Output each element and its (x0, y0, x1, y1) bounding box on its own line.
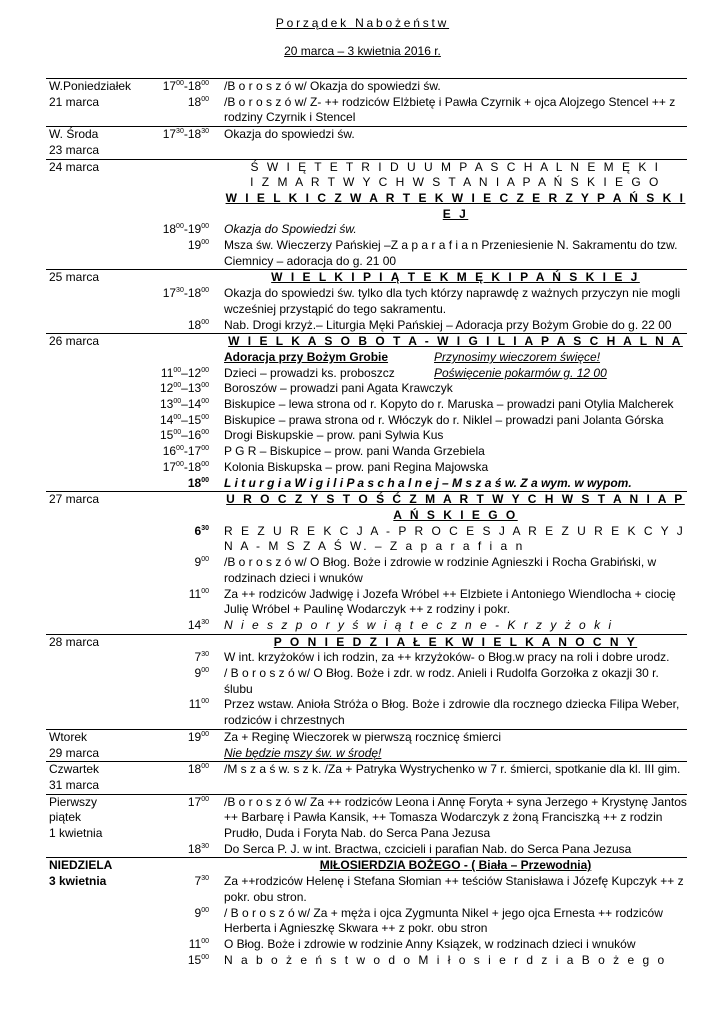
row-text: W int. krzyżoków i ich rodzin, za ++ krzyżoków- o Błog.w pracy na roli i dobre urodz. (224, 650, 670, 665)
row-day: 24 marca (46, 159, 141, 175)
row-day: 31 marca (49, 777, 100, 792)
row-time: $6^{30}$ (194, 523, 209, 538)
schedule-row (46, 366, 687, 382)
row-day: 29 marca (49, 745, 100, 760)
schedule-row (46, 746, 687, 762)
row-day: W. Środa (46, 127, 141, 143)
row-time: $9^{00}$ (194, 555, 209, 570)
row-text: Prudło, Duda i Foryta Nab. do Serca Pana Jezusa (224, 826, 491, 841)
schedule-row (46, 222, 687, 238)
row-text: Drogi Biskupskie – prow. pani Sylwia Kus (224, 428, 444, 443)
schedule-row (46, 618, 687, 634)
row-text-right: Poświęcenie pokarmów g. 12 00 (434, 365, 607, 380)
row-time: $9^{00}$ (194, 666, 209, 681)
row-time: $16^{00}-17^{00}$ (162, 444, 209, 459)
schedule-table (46, 78, 687, 968)
row-time: $18^{00}$ (187, 475, 209, 490)
schedule-row (46, 492, 687, 524)
row-text: Nab. Drogi krzyż.– Liturgia Męki Pańskiej – Adoracja przy Bożym Grobie do g. 22 00 (224, 317, 672, 332)
row-time (141, 492, 221, 524)
schedule-row (46, 778, 687, 794)
schedule-row (46, 95, 687, 127)
row-text: Przez wstaw. Anioła Stróża o Błog. Boże i zdrowie dla rocznego dziecka Filipa Weber, rodziców i chrzestnych (224, 697, 680, 728)
row-day: Czwartek (46, 762, 141, 778)
row-text: R E Z U R E K C J A - P R O C E S J A R E Z U R E K C Y J N A - M S Z A Ś W. – Z a p a r a f i a n (224, 523, 686, 554)
schedule-row (46, 175, 687, 191)
schedule-row (46, 334, 687, 350)
schedule-row (46, 953, 687, 969)
row-text-right: Przynosimy wieczorem święce! (434, 349, 601, 364)
row-text: W I E L K I C Z W A R T E K W I E C Z E R Z Y P A Ń S K I E J (225, 190, 686, 221)
row-time: $17^{30}-18^{30}$ (141, 127, 221, 143)
row-text (221, 143, 687, 159)
row-text: N i e s z p o r y ś w i ą t e c z n e - K r z y ż o k i (224, 617, 614, 632)
row-day: Wtorek (46, 729, 141, 745)
row-text: /M s z a ś w. s z k. /Za + Patryka Wystrychenko w 7 r. śmierci, spotkanie dla kl. III gim. (221, 762, 687, 778)
row-time: $11^{00}$ (188, 936, 209, 951)
row-time: $17^{30}-18^{00}$ (162, 286, 209, 301)
row-day (46, 238, 141, 270)
row-text (221, 350, 687, 366)
row-text: I Z M A R T W Y C H W S T A N I A P A Ń S K I E G O (250, 175, 661, 190)
row-time (141, 810, 221, 826)
row-text: U R O C Z Y S T O Ś Ć Z M A R T W Y C H W S T A N I A P A Ń S K I E G O (221, 492, 687, 524)
row-text: Za ++rodziców Helenę i Stefana Słomian ++ teściów Stanisława i Józefę Kupczyk ++ z pokr. obu stron. (224, 874, 684, 904)
page-title: Porządek Nabożeństw (275, 16, 450, 30)
row-time (141, 350, 221, 366)
schedule-body (46, 79, 687, 969)
schedule-row (46, 413, 687, 429)
row-text: O Błog. Boże i zdrowie w rodzinie Anny Ksiązek, w rodzinach dzieci i wnuków (224, 936, 636, 951)
row-day: 1 kwietnia (49, 826, 103, 841)
row-day (46, 524, 141, 555)
row-time (141, 634, 221, 650)
row-time (141, 826, 221, 842)
row-day (46, 587, 141, 618)
schedule-row (46, 397, 687, 413)
row-text: Do Serca P. J. w int. Bractwa, czcicieli i parafian Nab. do Serca Pana Jezusa (224, 841, 632, 856)
schedule-row (46, 286, 687, 317)
schedule-row (46, 238, 687, 270)
schedule-row (46, 874, 687, 905)
row-time (141, 191, 221, 222)
row-day: 28 marca (46, 634, 141, 650)
row-day (46, 222, 141, 238)
row-time: $19^{00}$ (187, 238, 209, 253)
row-day: 25 marca (46, 270, 141, 286)
row-time: $14^{00}-15^{00}$ (160, 412, 209, 427)
row-time: $18^{00}-19^{00}$ (162, 222, 209, 237)
schedule-row (46, 381, 687, 397)
schedule-row (46, 587, 687, 618)
row-day (46, 350, 141, 366)
row-text: Okazja do spowiedzi św. (221, 127, 687, 143)
schedule-row (46, 858, 687, 874)
row-time: $9^{00}$ (194, 905, 209, 920)
row-time (141, 143, 221, 159)
schedule-row (46, 697, 687, 729)
row-day (46, 428, 141, 444)
schedule-row (46, 937, 687, 953)
schedule-row (46, 318, 687, 334)
schedule-row (46, 350, 687, 366)
schedule-row (46, 666, 687, 697)
row-time: $17^{00}-18^{00}$ (141, 79, 221, 95)
row-time (141, 175, 221, 191)
schedule-row (46, 444, 687, 460)
row-day (46, 286, 141, 317)
row-time: $15^{00}$ (187, 952, 209, 967)
row-time (141, 159, 221, 175)
row-time: $19^{00}$ (141, 729, 221, 745)
row-day (46, 618, 141, 634)
row-text: /B o r o s z ó w/ Z- ++ rodziców Elżbietę i Pawła Czyrnik + ojca Alojzego Stencel ++ z rodziny Czyrnik i Stencel (224, 94, 676, 125)
row-text: /B o r o s z ó w/ Za ++ rodziców Leona i Annę Foryta + syna Jerzego + Krystynę Jantos (221, 794, 687, 810)
row-day (46, 460, 141, 476)
row-time: $17^{00}$ (141, 794, 221, 810)
row-text: Kolonia Biskupska – prow. pani Regina Majowska (224, 459, 489, 474)
row-day (46, 381, 141, 397)
schedule-row (46, 906, 687, 937)
row-day (46, 397, 141, 413)
row-text: P G R – Biskupice – prow. pani Wanda Grzebiela (224, 444, 485, 459)
row-text: /B o r o s z ó w/ O Błog. Boże i zdrowie w rodzinie Agnieszki i Rocha Grabiński, w rodzinach dzieci i wnuków (224, 555, 657, 585)
row-day (46, 906, 141, 937)
row-time: $7^{30}$ (194, 874, 209, 889)
row-text: Okazja do Spowiedzi św. (224, 222, 357, 237)
row-text: / B o r o s z ó w/ Za + męża i ojca Zygmunta Nikel + jego ojca Ernesta ++ rodziców Herberta i Agnieszkę Skwara ++ z pokr. obu stron (224, 905, 663, 936)
row-time: $13^{00}-14^{00}$ (160, 397, 209, 412)
row-text (221, 778, 687, 794)
schedule-row (46, 650, 687, 666)
row-time: $11^{00}$ (188, 697, 209, 712)
row-text: MIŁOSIERDZIA BOŻEGO - ( Biała – Przewodnia) (221, 858, 687, 874)
row-text: Ś W I Ę T E T R I D U U M P A S C H A L N E M Ę K I (221, 159, 687, 175)
row-time: $11^{00}-12^{00}$ (160, 365, 209, 380)
schedule-row (46, 826, 687, 842)
schedule-row (46, 729, 687, 745)
row-text: Okazja do spowiedzi św. tylko dla tych którzy naprawdę z ważnych przyczyn nie mogli wcześniej przystąpić do tego sakramentu. (224, 286, 681, 316)
row-text: N a b o ż e ń s t w o d o M i ł o s i e r d z i a B o ż e g o (224, 952, 667, 967)
row-day (46, 191, 141, 222)
row-text: P O N I E D Z I A Ł E K W I E L K A N O C N Y (221, 634, 687, 650)
row-day (46, 555, 141, 586)
schedule-row (46, 460, 687, 476)
row-day: 27 marca (46, 492, 141, 524)
row-text (221, 366, 687, 382)
row-time: $11^{00}$ (188, 586, 209, 601)
row-text: Boroszów – prowadzi pani Agata Krawczyk (224, 381, 453, 396)
row-time (141, 270, 221, 286)
schedule-row (46, 270, 687, 286)
schedule-row (46, 159, 687, 175)
row-day: 21 marca (49, 94, 100, 109)
schedule-row (46, 762, 687, 778)
row-day (46, 666, 141, 697)
row-text: Biskupice – lewa strona od r. Kopyto do r. Maruska – prowadzi pani Otylia Malcherek (224, 397, 674, 412)
row-time (141, 858, 221, 874)
row-day: 3 kwietnia (49, 874, 107, 889)
date-range: 20 marca – 3 kwietnia 2016 r. (284, 44, 441, 58)
row-text: /B o r o s z ó w/ Okazja do spowiedzi św. (221, 79, 687, 95)
row-time (141, 746, 221, 762)
row-day: W.Poniedziałek (46, 79, 141, 95)
row-day (46, 650, 141, 666)
row-day: 26 marca (46, 334, 141, 350)
row-day (46, 444, 141, 460)
row-time: $18^{00}$ (187, 317, 209, 332)
row-day: Pierwszy (46, 794, 141, 810)
row-day (46, 953, 141, 969)
row-text: W I E L K A S O B O T A - W I G I L I A P A S C H A L N A (221, 334, 687, 350)
row-day (46, 842, 141, 858)
schedule-row (46, 476, 687, 492)
row-text-left: Adoracja przy Bożym Grobie (224, 349, 389, 364)
row-day (46, 175, 141, 191)
row-day (46, 318, 141, 334)
schedule-row (46, 524, 687, 555)
row-text: L i t u r g i a W i g i l i P a s c h a l n e j – M s z a ś w. Z a wym. w wypom. (224, 475, 632, 490)
row-day (46, 366, 141, 382)
row-text: W I E L K I P I Ą T E K M Ę K I P A Ń S K I E J (221, 270, 687, 286)
row-time: $17^{00}-18^{00}$ (162, 459, 209, 474)
row-day (46, 937, 141, 953)
schedule-row (46, 794, 687, 810)
row-time: $12^{00}-13^{00}$ (160, 381, 209, 396)
schedule-row (46, 634, 687, 650)
row-day (46, 697, 141, 729)
schedule-row (46, 555, 687, 586)
row-text: Msza św. Wieczerzy Pańskiej –Z a p a r a f i a n Przeniesienie N. Sakramentu do tzw. Ciemnicy – adoracja do g. 21 00 (224, 238, 678, 268)
row-time (141, 778, 221, 794)
schedule-row (46, 842, 687, 858)
row-day (46, 476, 141, 492)
schedule-row (46, 428, 687, 444)
row-text-left: Dzieci – prowadzi ks. proboszcz (224, 365, 395, 380)
schedule-row (46, 810, 687, 826)
row-time: $18^{00}$ (187, 94, 209, 109)
row-day: 23 marca (49, 142, 100, 157)
schedule-row (46, 79, 687, 95)
row-time: $14^{30}$ (187, 617, 209, 632)
schedule-row (46, 143, 687, 159)
row-time: $15^{00}-16^{00}$ (160, 428, 209, 443)
row-text: ++ Barbarę i Pawła Kansik, ++ Tomasza Wodarczyk z żoną Franciszką ++ z rodzin (224, 810, 663, 825)
schedule-row (46, 127, 687, 143)
row-time: $7^{30}$ (194, 650, 209, 665)
row-text: Biskupice – prawa strona od r. Włóczyk do r. Niklel – prowadzi pani Jolanta Górska (224, 412, 664, 427)
row-day: piątek (49, 810, 82, 825)
row-day (46, 413, 141, 429)
row-text: Za + Reginę Wieczorek w pierwszą rocznicę śmierci (221, 729, 687, 745)
row-text: / B o r o s z ó w/ O Błog. Boże i zdr. w rodz. Anieli i Rudolfa Gorzołka z okazji 30 r. ślubu (224, 666, 659, 696)
row-time: $18^{30}$ (187, 841, 209, 856)
schedule-row (46, 191, 687, 222)
row-time (141, 334, 221, 350)
row-time: $18^{00}$ (141, 762, 221, 778)
row-text: Za ++ rodziców Jadwigę i Jozefa Wróbel ++ Elzbiete i Antoniego Wiendlocha + ciocię Julię Wróbel + Paulinę Wodarczyk ++ z rodziny i pokr. (224, 586, 676, 617)
row-text: Nie będzie mszy św. w środę! (224, 745, 382, 760)
row-day: NIEDZIELA (46, 858, 141, 874)
